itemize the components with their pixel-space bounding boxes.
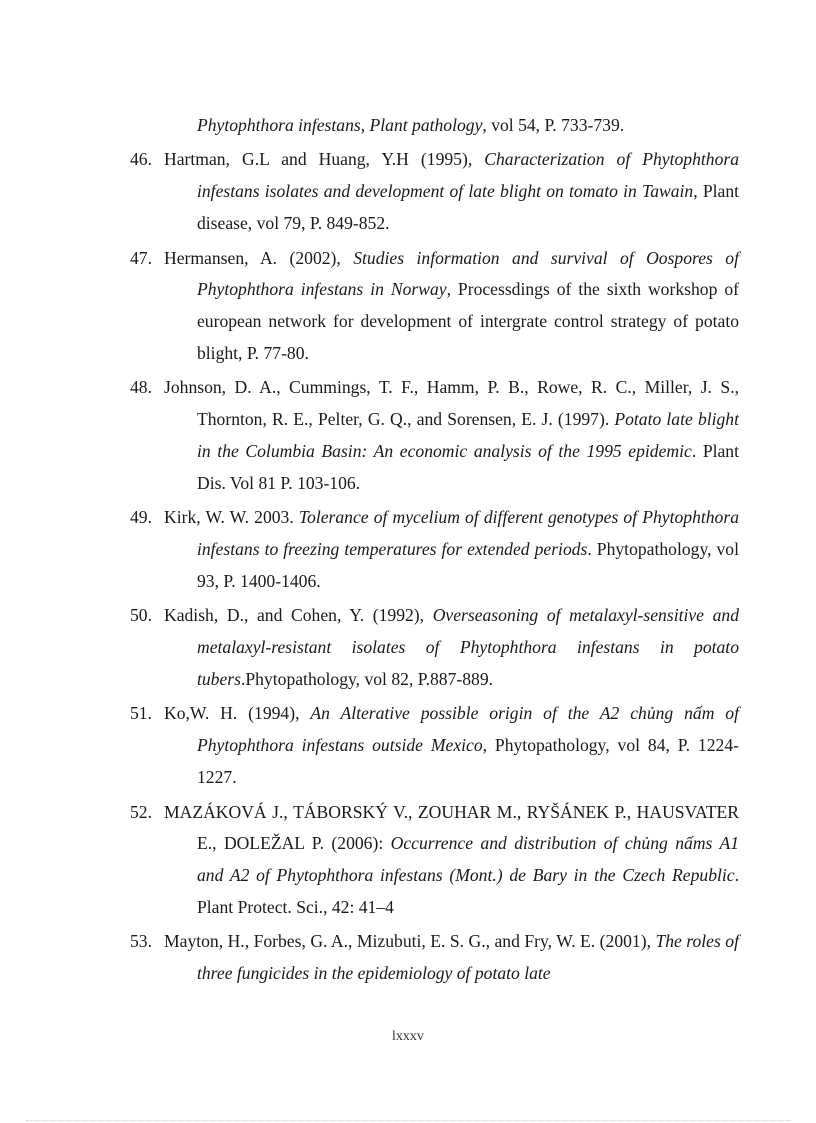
reference-authors: Hermansen, A. (2002), [164, 247, 354, 268]
reference-number: 52. [130, 801, 152, 822]
reference-source: , Phytopathology, vol 84, P. 1224-1227. [197, 735, 739, 788]
reference-source: , vol 54, P. 733-739. [482, 115, 625, 135]
reference-source: .Phytopathology, vol 82, P.887-889. [240, 668, 494, 689]
reference-item [130, 926, 739, 990]
reference-title: Characterization of Phytophthora infestans isolates and development of late blight on tomato in Tawain [197, 149, 740, 202]
reference-source: , Plant disease, vol 79, P. 849-852. [197, 181, 739, 234]
reference-authors: MAZÁKOVÁ J., TÁBORSKÝ V., ZOUHAR M., RYŠÁNEK P., HAUSVATER E., DOLEŽAL P. (2006): [164, 801, 739, 854]
reference-item [130, 502, 739, 597]
reference-source: . Plant Protect. Sci., 42: 41–4 [197, 865, 739, 917]
reference-number: 46. [130, 149, 152, 170]
reference-authors: Hartman, G.L and Huang, Y.H (1995), [164, 149, 485, 170]
reference-title: Tolerance of mycelium of different genotypes of Phytophthora infestans to freezing temperatures for extended periods [197, 507, 739, 560]
reference-item [130, 372, 739, 499]
reference-title: Overseasoning of metalaxyl-sensitive and metalaxyl-resistant isolates of Phytophthora infestans in potato tubers [197, 605, 739, 689]
reference-number: 49. [130, 507, 152, 528]
reference-title: The roles of three fungicides in the epidemiology of potato late [197, 931, 739, 984]
reference-authors: Johnson, D. A., Cummings, T. F., Hamm, P. B., Rowe, R. C., Miller, J. S., Thornton, R. E., Pelter, G. Q., and Sorensen, E. J. (1997). [164, 377, 739, 430]
reference-item-continued [130, 110, 739, 142]
reference-title: Occurrence and distribution of chủng nấms A1 and A2 of Phytophthora infestans (Mont.) de Bary in the Czech Republic [197, 833, 739, 886]
reference-number: 50. [130, 605, 152, 626]
reference-number: 53. [130, 931, 152, 952]
reference-number: 47. [130, 247, 152, 268]
reference-title: Phytophthora infestans, Plant pathology [197, 115, 483, 135]
reference-source: , Processdings of the sixth workshop of european network for development of intergrate control strategy of potato blight, P. 77-80. [197, 279, 739, 363]
reference-authors: Mayton, H., Forbes, G. A., Mizubuti, E. S. G., and Fry, W. E. (2001), [164, 931, 656, 952]
reference-authors: Kadish, D., and Cohen, Y. (1992), [164, 605, 433, 626]
reference-source: . Plant Dis. Vol 81 P. 103-106. [197, 441, 739, 493]
reference-authors: Ko,W. H. (1994), [164, 703, 311, 724]
reference-title: Studies information and survival of Oospores of Phytophthora infestans in Norway [197, 247, 739, 300]
reference-list [130, 110, 739, 993]
page-number: lxxxv [392, 1029, 424, 1044]
reference-title: An Alterative possible origin of the A2 chủng nấm of Phytophthora infestans outside Mexico [197, 703, 739, 756]
reference-number: 48. [130, 377, 152, 398]
reference-title: Potato late blight in the Columbia Basin: An economic analysis of the 1995 epidemic [197, 409, 739, 462]
reference-number: 51. [130, 703, 152, 724]
reference-source: . Phytopathology, vol 93, P. 1400-1406. [197, 539, 739, 591]
reference-item [130, 243, 739, 370]
page-bottom-divider [26, 1120, 790, 1121]
reference-item [130, 144, 739, 239]
reference-item [130, 797, 739, 924]
reference-authors: Kirk, W. W. 2003. [164, 507, 299, 528]
reference-item [130, 600, 739, 695]
reference-item [130, 698, 739, 793]
